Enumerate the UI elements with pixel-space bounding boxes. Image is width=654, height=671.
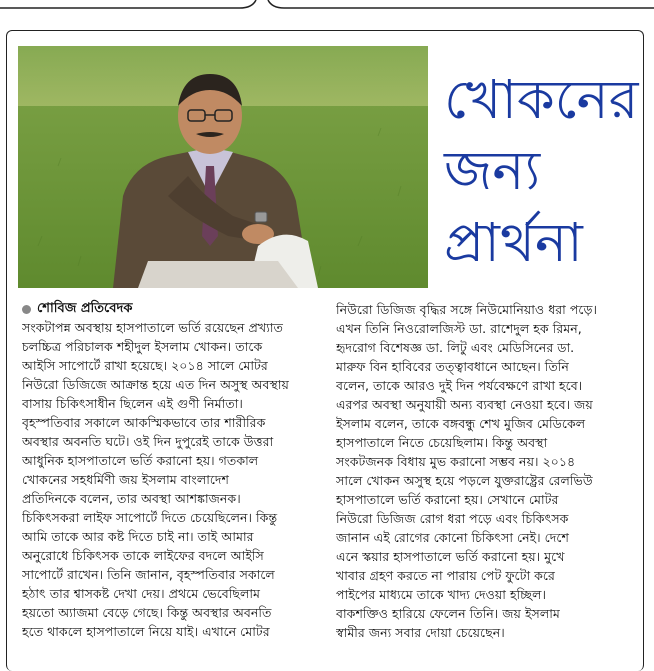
body-line: সংকটজনক বিধায় মুভ করানো সম্ভব নয়। ২০১৪ bbox=[336, 454, 576, 469]
body-line: জানান এই রোগের কোনো চিকিৎসা নেই। দেশে bbox=[336, 530, 569, 545]
bullet-icon bbox=[22, 305, 31, 314]
body-line: হয়তো অ্যাজমা বেড়ে গেছে। কিন্তু অবস্থার অবনতি bbox=[22, 605, 272, 620]
body-line: সাপোর্টে রাখেন। তিনি জানান, বৃহস্পতিবার সকালে bbox=[22, 567, 275, 582]
body-line: খাবার গ্রহণ করতে না পারায় পেট ফুটো করে bbox=[336, 568, 555, 583]
headline-line-3: প্রার্থনা bbox=[444, 210, 583, 274]
body-line: এনে স্কয়ার হাসপাতালে ভর্তি করানো হয়। মুখে bbox=[336, 549, 565, 564]
headline-line-1: খোকনের bbox=[444, 68, 639, 131]
body-column-1 bbox=[22, 318, 322, 641]
body-line: বৃহস্পতিবার সকালে আকস্মিকভাবে তার শারীরিক bbox=[22, 415, 266, 430]
body-line: অনুরোধে চিকিৎসক তাকে লাইফের বদলে আইসি bbox=[22, 548, 264, 563]
body-line: নিউরো ডিজিজে আক্রান্ত হয়ে এত দিন অসুস্থ অবস্থায় bbox=[22, 377, 289, 392]
byline bbox=[22, 299, 132, 320]
body-line: আধুনিক হাসপাতালে ভর্তি করানো হয়। গতকাল bbox=[22, 453, 259, 468]
body-line: অবস্থার অবনতি ঘটে। ওই দিন দুপুরেই তাকে উত্তরা bbox=[22, 434, 274, 449]
body-line: বলেন, তাকে আরও দুই দিন পর্যবেক্ষণে রাখা হবে। bbox=[336, 378, 583, 393]
body-line: চিকিৎসকরা লাইফ সাপোর্টে দিতে চেয়েছিলেন। কিন্তু bbox=[22, 510, 278, 525]
body-line: চলচ্চিত্র পরিচালক শহীদুল ইসলাম খোকন। তাকে bbox=[22, 339, 263, 354]
body-line: সালে খোকন অসুস্থ হয়ে পড়লে যুক্তরাষ্ট্রের রেলভিউ bbox=[336, 473, 593, 488]
page-frame-top bbox=[0, 0, 654, 24]
headline bbox=[444, 64, 644, 278]
body-line: নিউরো ডিজিজ রোগ ধরা পড়ে এবং চিকিৎসক bbox=[336, 511, 569, 526]
body-line: বাকশক্তিও হারিয়ে ফেলেন তিনি। জয় ইসলাম bbox=[336, 606, 560, 621]
body-column-2 bbox=[336, 300, 636, 642]
body-line: আমি তাকে আর কষ্ট দিতে চাই না। তাই আমার bbox=[22, 529, 254, 544]
body-line: স্বামীর জন্য সবার দোয়া চেয়েছেন। bbox=[336, 625, 505, 640]
body-line: নিউরো ডিজিজ বৃদ্ধির সঙ্গে নিউমোনিয়াও ধরা পড়ে। bbox=[336, 302, 597, 317]
body-line: পাইপের মাধ্যমে তাকে খাদ্য দেওয়া হচ্ছিল। bbox=[336, 587, 546, 602]
body-line: এরপর অবস্থা অনুযায়ী অন্য ব্যবস্থা নেওয়া হবে। জয় bbox=[336, 397, 593, 412]
body-line: মারুফ বিন হাবিবের তত্ত্বাবধানে আছেন। তিনি bbox=[336, 359, 569, 374]
byline-text: শোবিজ প্রতিবেদক bbox=[37, 301, 133, 316]
body-line: খোকনের সহধর্মিণী জয় ইসলাম বাংলাদেশ bbox=[22, 472, 229, 487]
body-line: হৃদরোগ বিশেষজ্ঞ ডা. লিটু এবং মেডিসিনের ডা. bbox=[336, 340, 575, 355]
body-line: হঠাৎ তার শ্বাসকষ্ট দেখা দেয়। প্রথমে ভেবেছিলাম bbox=[22, 586, 261, 601]
body-line: প্রতিদিনকে বলেন, তার অবস্থা আশঙ্কাজনক। bbox=[22, 491, 241, 506]
body-line: হাসপাতালে নিতে চেয়েছিলাম। কিন্তু অবস্থা bbox=[336, 435, 548, 450]
body-line: বাসায় চিকিৎসাধীন ছিলেন এই গুণী নির্মাতা। bbox=[22, 396, 243, 411]
body-line: ইসলাম বলেন, তাকে বঙ্গবন্ধু শেখ মুজিব মেডিকেল bbox=[336, 416, 586, 431]
body-line: এখন তিনি নিওরোলজিস্ট ডা. রাশেদুল হক রিমন, bbox=[336, 321, 582, 336]
body-line: হাসপাতালে ভর্তি করানো হয়। সেখানে মোটর bbox=[336, 492, 559, 507]
body-line: হতে থাকলে হাসপাতালে নিয়ে যাই। এখানে মোটর bbox=[22, 624, 270, 639]
body-line: সংকটাপন্ন অবস্থায় হাসপাতালে ভর্তি রয়েছেন প্রখ্যাত bbox=[22, 320, 283, 335]
portrait-photo bbox=[18, 46, 428, 288]
headline-line-2: জন্য bbox=[444, 139, 541, 203]
body-line: আইসি সাপোর্টে রাখা হয়েছে। ২০১৪ সালে মোটর bbox=[22, 358, 268, 373]
